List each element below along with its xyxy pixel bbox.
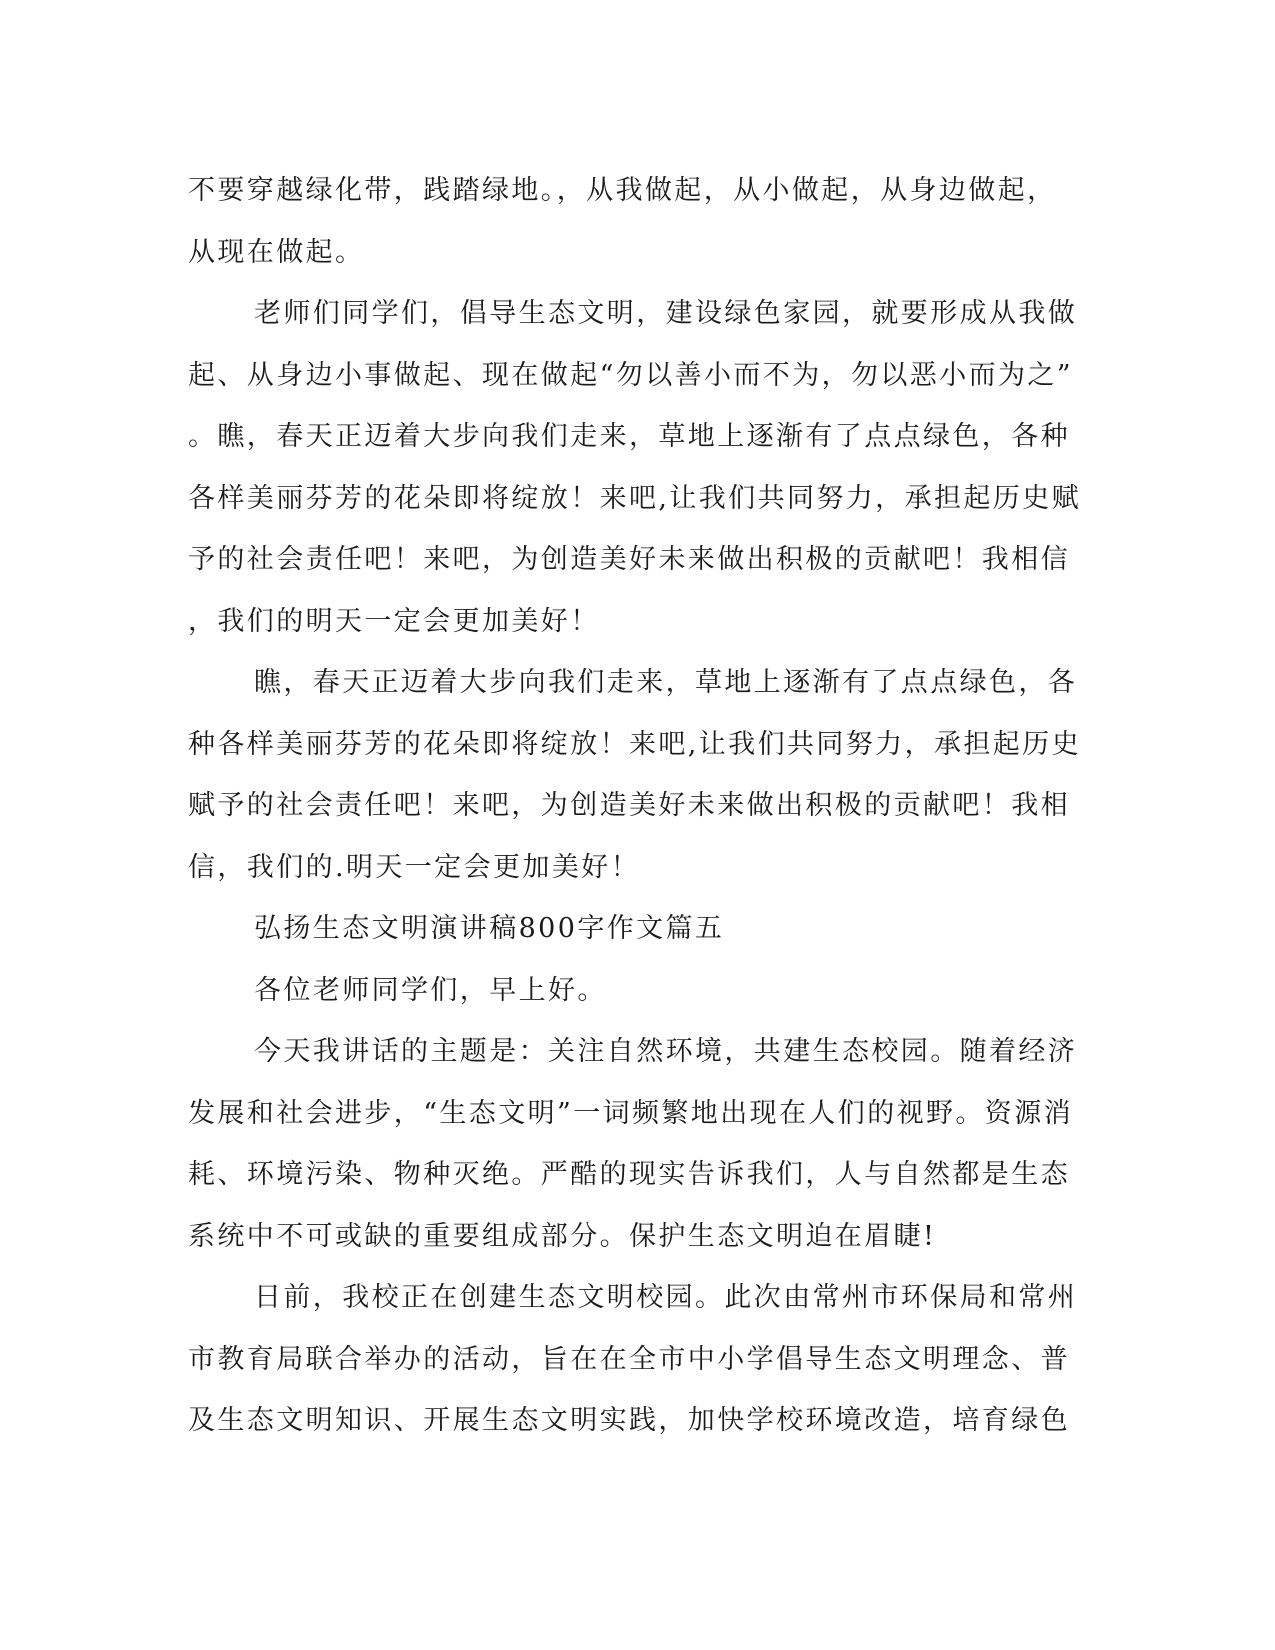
section-heading: [188, 898, 1068, 960]
paragraph-3: [188, 652, 1081, 898]
text-line: 。瞧，春天正迈着大步向我们走来，草地上逐渐有了点点绿色，各种: [188, 421, 1070, 452]
heading-text: 弘扬生态文明演讲稿800字作文篇五: [254, 913, 725, 944]
text-line: 日前，我校正在创建生态文明校园。此次由常州市环保局和常州: [254, 1282, 1078, 1313]
text-line: 从现在做起。: [188, 236, 365, 268]
paragraph-6: [188, 1021, 1078, 1267]
text-line: 各位老师同学们，早上好。: [254, 974, 607, 1006]
paragraph-2: [188, 283, 1081, 652]
text-line: 予的社会责任吧！来吧，为创造美好未来做出积极的贡献吧！我相信: [188, 544, 1070, 575]
text-line: 瞧，春天正迈着大步向我们走来，草地上逐渐有了点点绿色，各: [254, 667, 1078, 698]
text-line: 及生态文明知识、开展生态文明实践，加快学校环境改造，培育绿色: [188, 1405, 1070, 1436]
text-line: 起、从身边小事做起、现在做起“勿以善小而不为，勿以恶小而为之”: [188, 359, 1074, 391]
text-line: 耗、环境污染、物种灭绝。严酷的现实告诉我们，人与自然都是生态: [188, 1159, 1070, 1190]
paragraph-7: [188, 1267, 1078, 1452]
text-line: 市教育局联合举办的活动，旨在在全市中小学倡导生态文明理念、普: [188, 1343, 1070, 1375]
text-line: 不要穿越绿化带，践踏绿地。，从我做起，从小做起，从身边做起，: [188, 175, 1057, 206]
text-line: 今天我讲话的主题是：关注自然环境，共建生态校园。随着经济: [254, 1036, 1078, 1067]
greeting-paragraph: [188, 960, 1068, 1022]
paragraph-1: [188, 160, 1068, 283]
text-line: ，我们的明天一定会更加美好！: [188, 605, 600, 637]
text-line: 发展和社会进步，“生态文明”一词频繁地出现在人们的视野。资源消: [188, 1097, 1074, 1129]
text-line: 各样美丽芬芳的花朵即将绽放！来吧,让我们共同努力，承担起历史赋: [188, 482, 1081, 514]
text-line: 信，我们的.明天一定会更加美好！: [188, 851, 640, 883]
text-line: 老师们同学们，倡导生态文明，建设绿色家园，就要形成从我做: [254, 298, 1078, 329]
document-body: [188, 160, 1081, 1452]
text-line: 种各样美丽芬芳的花朵即将绽放！来吧,让我们共同努力，承担起历史: [188, 728, 1081, 760]
text-line: 系统中不可或缺的重要组成部分。保护生态文明迫在眉睫!: [188, 1220, 937, 1252]
text-line: 赋予的社会责任吧！来吧，为创造美好未来做出积极的贡献吧！我相: [188, 790, 1070, 821]
